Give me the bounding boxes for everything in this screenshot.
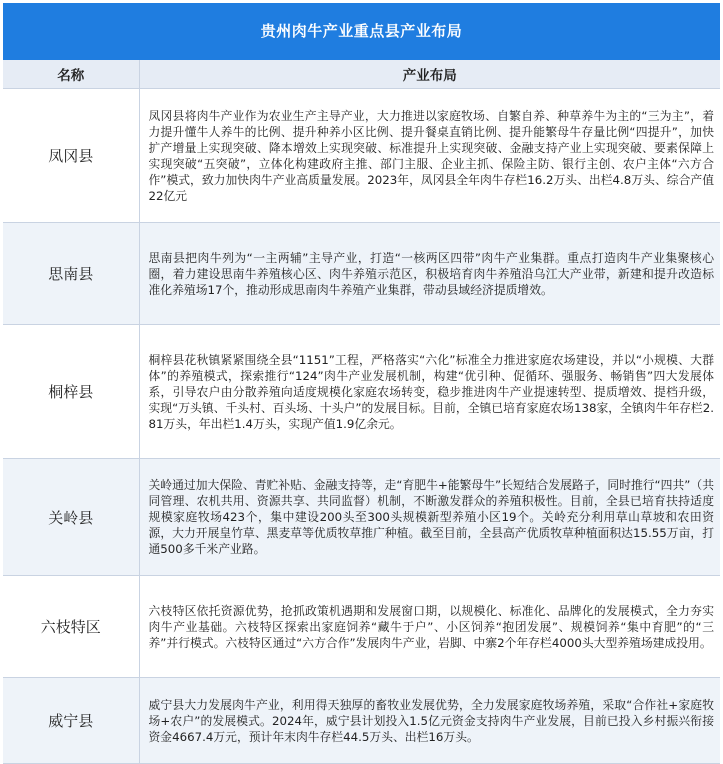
county-layout-text: 凤冈县将肉牛产业作为农业生产主导产业，大力推进以家庭牧场、自繁自养、种草养牛为主的“三为主”，着力提升懂牛人养牛的比例、提升种养小区比例、提升餐桌直销比例、提升能繁母牛存量比例“四提升”，加快扩产增量上实现突破、降本增效上实现突破、标准提升上实现突破、金融支持产业上实现突破、要素保障上实现突破“五突破”，立体化构建政府主推、部门主服、企业主抓、保险主防、银行主创、农户主体“六方合作”模式，致力加快肉牛产业高质量发展。2023年，凤冈县全年肉牛存栏16.2万头、出栏4.8万头、综合产值22亿元 (139, 89, 720, 223)
county-name: 关岭县 (3, 459, 139, 576)
county-name: 凤冈县 (3, 89, 139, 223)
county-layout-text: 关岭通过加大保险、青贮补贴、金融支持等，走“育肥牛+能繁母牛”长短结合发展路子，同时推行“四共”（共同管理、农机共用、资源共享、共同监督）机制，不断激发群众的养殖积极性。目前，全县已培育扶持适度规模家庭牧场423个，集中建设200头至300头规模新型养殖小区19个。关岭充分利用草山草坡和农田资源，大力开展皇竹草、黑麦草等优质牧草推广种植。截至目前，全县高产优质牧草种植面积达15.55万亩，打通500多千米产业路。 (139, 459, 720, 576)
county-layout-text: 六枝特区依托资源优势，抢抓政策机遇期和发展窗口期，以规模化、标准化、品牌化的发展模式，全力夯实肉牛产业基础。六枝特区探索出家庭饲养“藏牛于户”、小区饲养“抱团发展”、规模饲养“集中育肥”的“三养”并行模式。六枝特区通过“六方合作”发展肉牛产业，岩脚、中寨2个年存栏4000头大型养殖场建成投用。 (139, 576, 720, 678)
county-name: 桐梓县 (3, 325, 139, 459)
county-name: 威宁县 (3, 678, 139, 764)
county-layout-text: 思南县把肉牛列为“一主两辅”主导产业，打造“一核两区四带”肉牛产业集群。重点打造肉牛产业集聚核心圈，着力建设思南牛养殖核心区、肉牛养殖示范区，积极培育肉牛养殖沿乌江大产业带，新建和提升改造标准化养殖场17个，推动形成思南肉牛养殖产业集群，带动县域经济提质增效。 (139, 223, 720, 325)
table-row (3, 576, 720, 678)
industry-layout-table (3, 60, 720, 764)
table-row (3, 325, 720, 459)
table-row (3, 89, 720, 223)
layout-table-card (3, 3, 720, 744)
county-layout-text: 威宁县大力发展肉牛产业，利用得天独厚的畜牧业发展优势，全力发展家庭牧场养殖，采取“合作社+家庭牧场+农户”的发展模式。2024年，威宁县计划投入1.5亿元资金支持肉牛产业发展，目前已投入乡村振兴衔接资金4667.4万元，预计年末肉牛存栏44.5万头、出栏16万头。 (139, 678, 720, 764)
table-row (3, 459, 720, 576)
header-name: 名称 (3, 60, 139, 89)
county-layout-text: 桐梓县花秋镇紧紧围绕全县“1151”工程，严格落实“六化”标准全力推进家庭农场建设，并以“小规模、大群体”的养殖模式，探索推行“124”肉牛产业发展机制，构建“优引种、促循环、强服务、畅销售”四大发展体系，引导农户由分散养殖向适度规模化家庭农场转变，稳步推进肉牛产业提速转型、提质增效、提档升级，实现“万头镇、千头村、百头场、十头户”的发展目标。目前，全镇已培育家庭农场138家，全镇肉牛年存栏2.81万头，年出栏1.4万头，实现产值1.9亿余元。 (139, 325, 720, 459)
table-row (3, 678, 720, 764)
table-title: 贵州肉牛产业重点县产业布局 (3, 3, 720, 60)
county-name: 六枝特区 (3, 576, 139, 678)
county-name: 思南县 (3, 223, 139, 325)
table-row (3, 223, 720, 325)
header-layout: 产业布局 (139, 60, 720, 89)
header-row (3, 60, 720, 89)
